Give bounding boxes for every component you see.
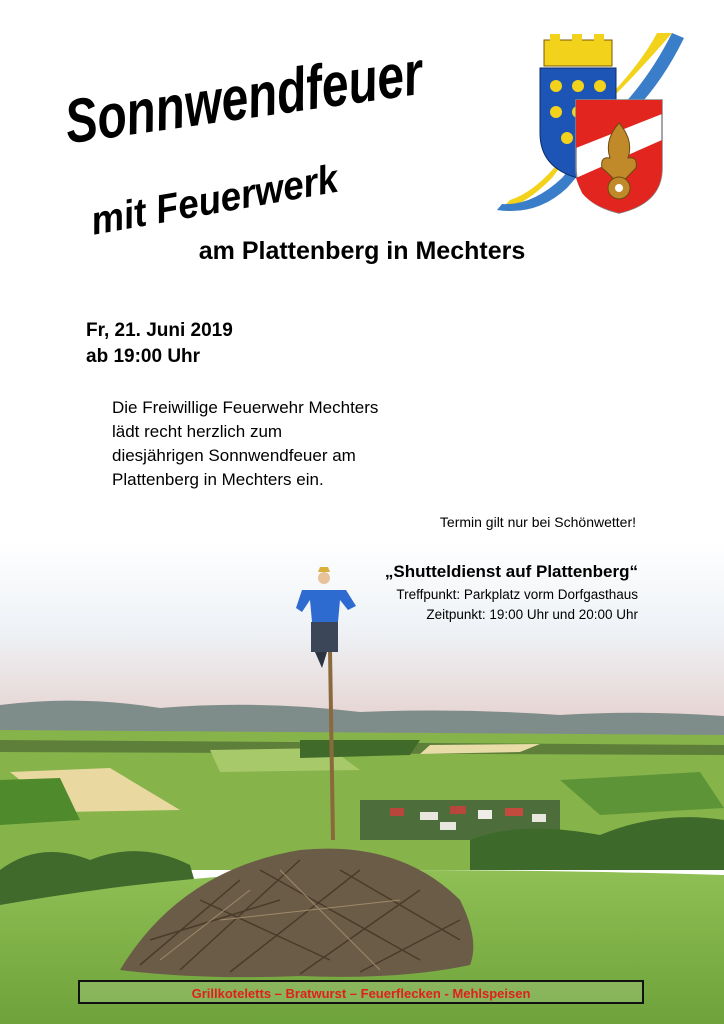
weather-note: Termin gilt nur bei Schönwetter!: [439, 514, 636, 530]
shuttle-times: Zeitpunkt: 19:00 Uhr und 20:00 Uhr: [426, 607, 638, 622]
shuttle-info: [385, 562, 638, 625]
event-datetime: [86, 318, 233, 370]
event-date: Fr, 21. Juni 2019: [86, 320, 233, 341]
location-heading: am Plattenberg in Mechters: [198, 237, 526, 265]
invitation-text: [112, 396, 378, 492]
event-title: Sonnwendfeuer: [60, 24, 531, 158]
fire-brigade-crest: [492, 28, 692, 218]
shuttle-meeting-point: Treffpunkt: Parkplatz vorm Dorfgasthaus: [396, 587, 638, 602]
invitation-line: Die Freiwillige Feuerwehr Mechters: [112, 398, 379, 417]
event-time: ab 19:00 Uhr: [86, 346, 201, 367]
shuttle-title: „Shutteldienst auf Plattenberg“: [384, 562, 638, 581]
invitation-line: Plattenberg in Mechters ein.: [112, 470, 324, 489]
invitation-line: diesjährigen Sonnwendfeuer am: [112, 446, 356, 465]
event-subtitle-wordart: [82, 140, 382, 244]
invitation-line: lädt recht herzlich zum: [112, 422, 283, 441]
food-banner: Grillkoteletts – Bratwurst – Feuerflecken - Mehlspeisen: [78, 980, 644, 1004]
event-subtitle: mit Feuerwerk: [87, 153, 363, 244]
